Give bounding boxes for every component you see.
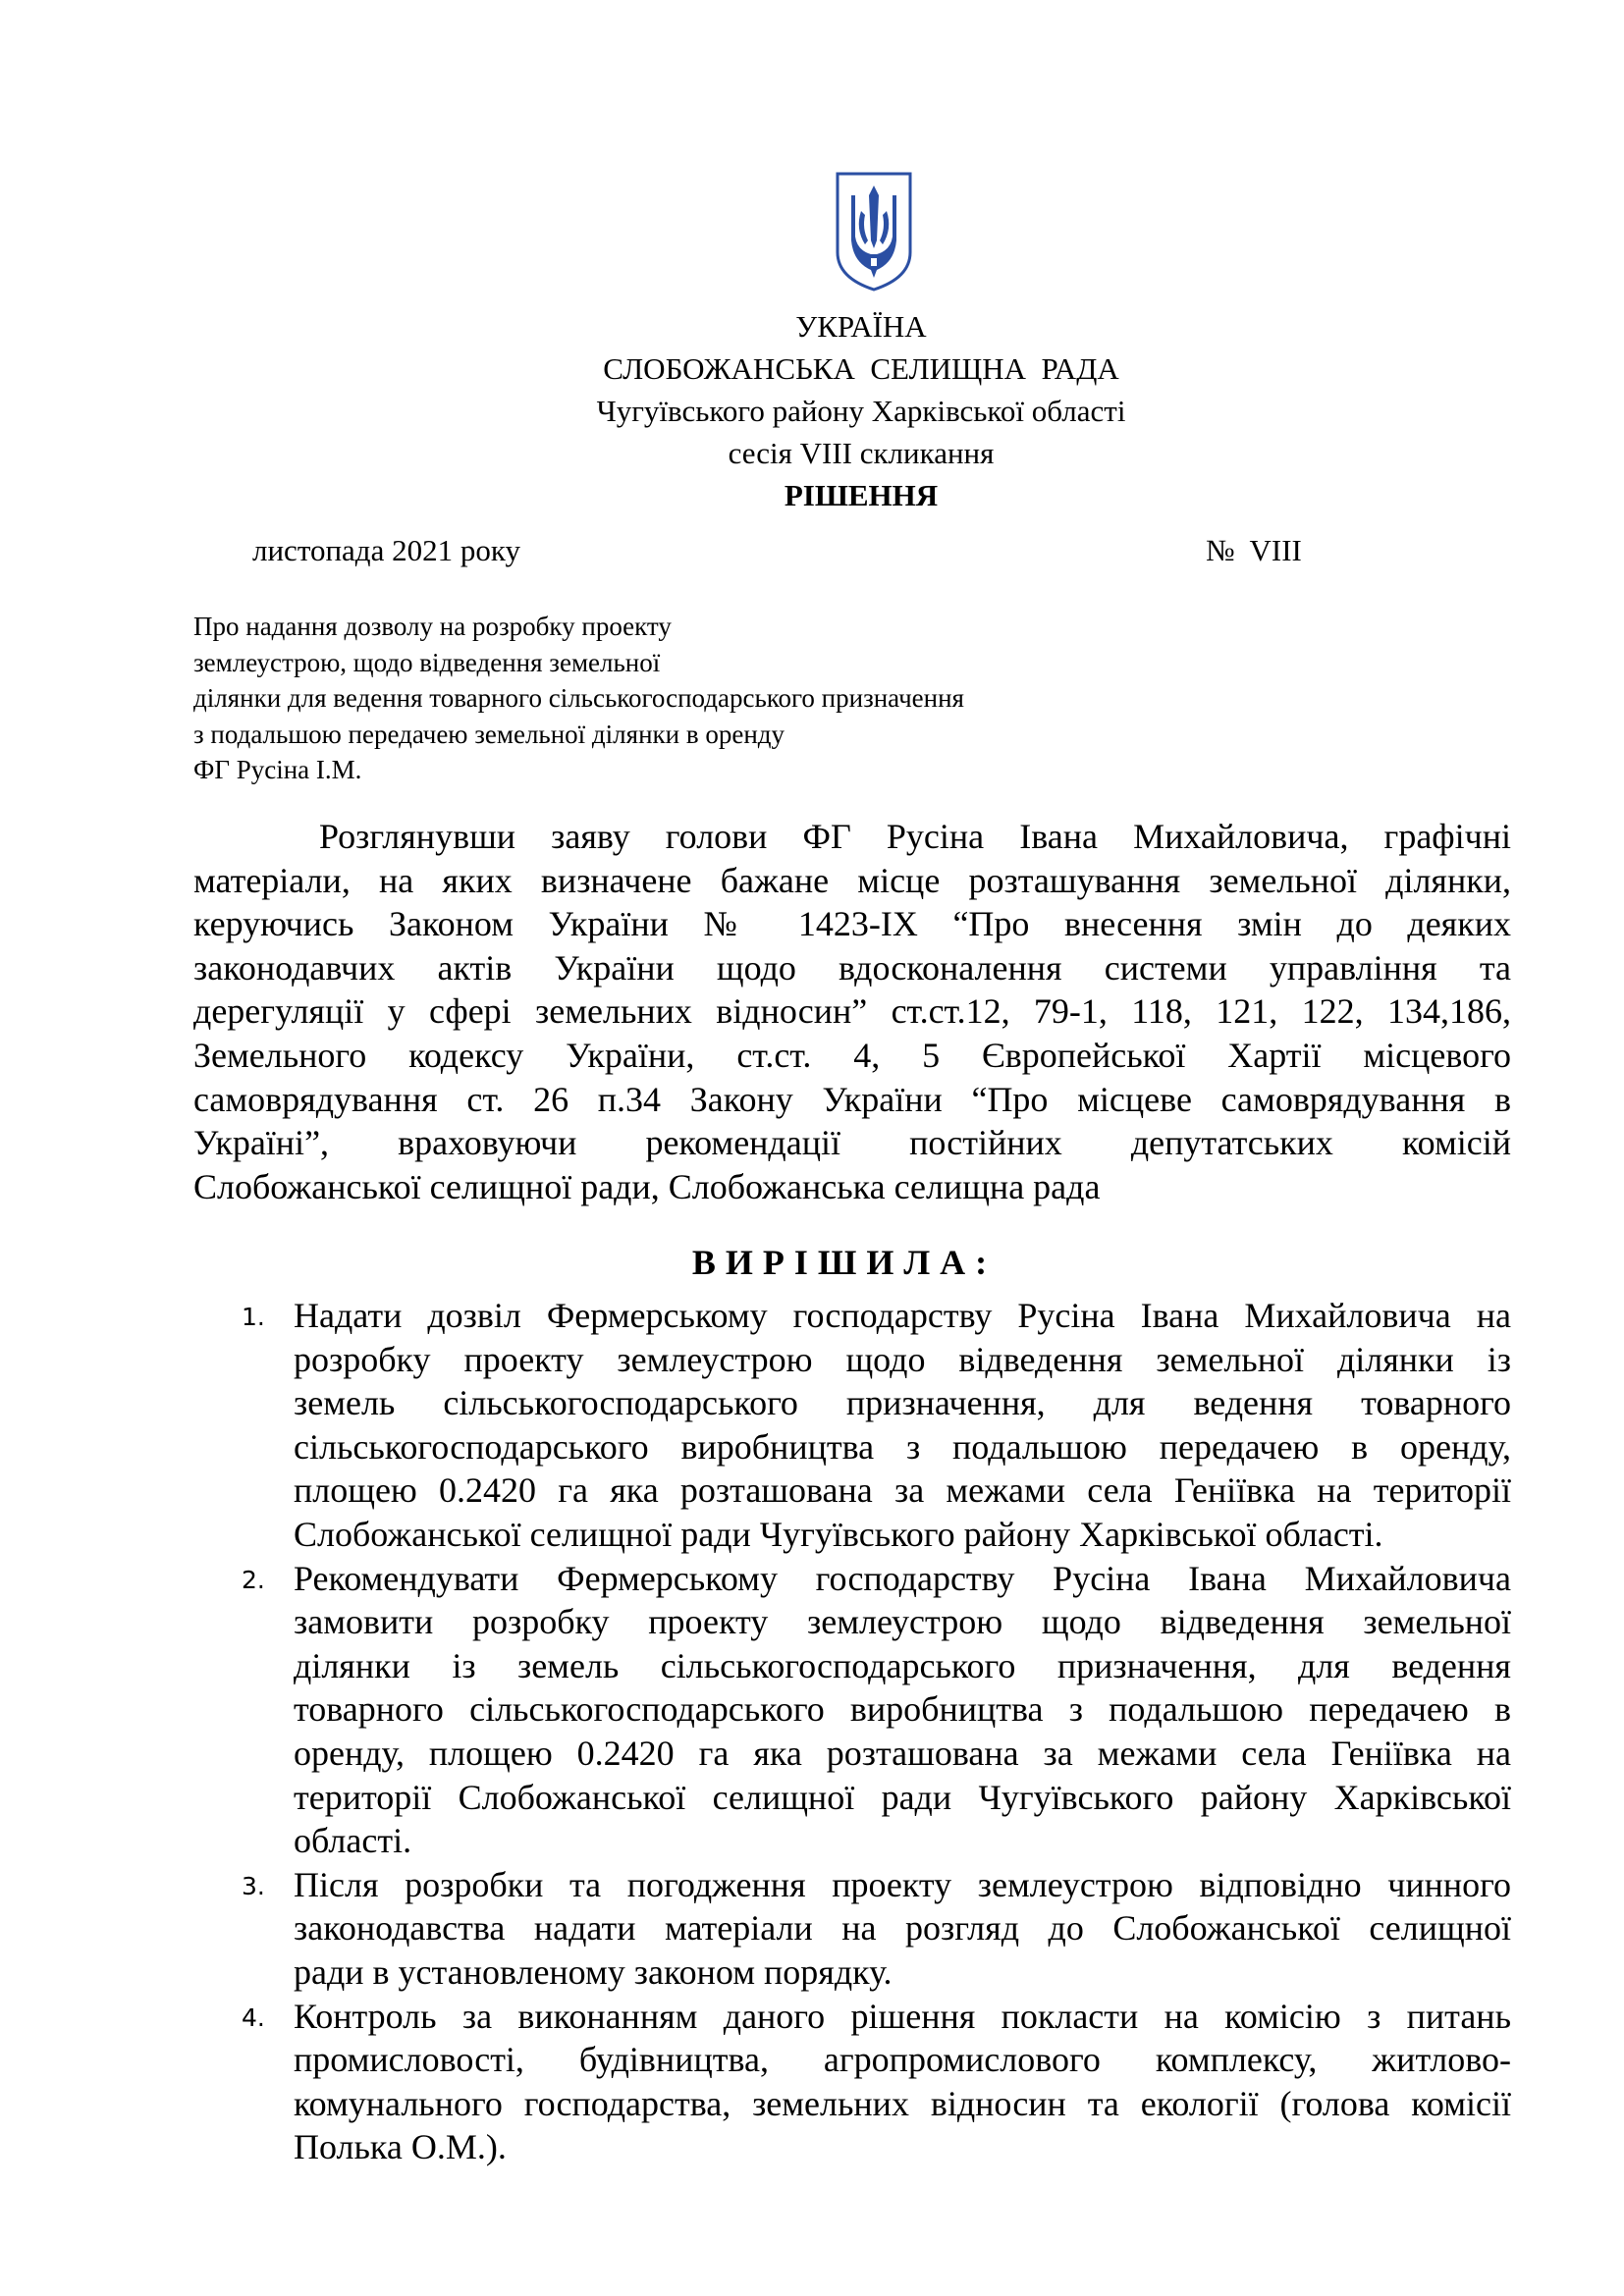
- item-line: замовити розробку проекту землеустрою щодо відведення земельної: [294, 1602, 1511, 1642]
- item-line: ради в установленому законом порядку.: [294, 1951, 893, 1992]
- item-line: розробку проекту землеустрою щодо відведення земельної ділянки із: [294, 1339, 1511, 1379]
- subject-line: ФГ Русіна І.М.: [193, 755, 362, 784]
- item-number: 4.: [242, 2002, 265, 2032]
- preamble-line: Розглянувши заяву голови ФГ Русіна Івана Михайловича, графічні: [319, 817, 1511, 856]
- document-header: [0, 305, 1624, 516]
- decision-item: [236, 1863, 1511, 1995]
- preamble-line: матеріали, на яких визначене бажане місце розташування земельної ділянки,: [193, 860, 1511, 900]
- decision-items-list: [236, 1294, 1511, 2169]
- item-line: території Слобожанської селищної ради Чугуївського району Харківської: [294, 1777, 1511, 1817]
- item-line: Полька О.М.).: [294, 2127, 507, 2167]
- tryzub-coat-of-arms-icon: [834, 172, 914, 292]
- item-number: 2.: [242, 1565, 265, 1594]
- item-line: області.: [294, 1821, 412, 1861]
- preamble-line: дерегуляції у сфері земельних відносин” ст.ст.12, 79-1, 118, 121, 122, 134,186,: [193, 991, 1511, 1032]
- item-number: 1.: [242, 1303, 265, 1331]
- item-line: Слобожанської селищної ради Чугуївського району Харківської області.: [294, 1514, 1383, 1554]
- preamble-line: керуючись Законом України № 1423-ІХ “Про внесення змін до деяких: [193, 904, 1511, 944]
- item-line: товарного сільськогосподарського виробництва з подальшою передачею в: [294, 1689, 1511, 1730]
- item-number: 3.: [242, 1871, 265, 1900]
- item-line: земель сільськогосподарського призначення, для ведення товарного: [294, 1383, 1511, 1423]
- item-line: комунального господарства, земельних відносин та екології (голова комісії: [294, 2083, 1511, 2123]
- decision-number: № VIII: [1206, 533, 1302, 567]
- item-line: Контроль за виконанням даного рішення покласти на комісію з питань: [294, 1996, 1511, 2036]
- preamble-line: Земельного кодексу України, ст.ст. 4, 5 Європейської Хартії місцевого: [193, 1035, 1511, 1075]
- decision-item: [236, 1995, 1511, 2169]
- decision-item: [236, 1557, 1511, 1863]
- subject-line: з подальшою передачею земельної ділянки в оренду: [193, 719, 785, 749]
- decision-heading: ВИРІШИЛА:: [691, 1243, 998, 1282]
- subject-line: Про надання дозволу на розробку проекту: [193, 612, 672, 641]
- preamble-line: Україні”, враховуючи рекомендації постійних депутатських комісій: [193, 1123, 1511, 1163]
- item-line: Надати дозвіл Фермерському господарству Русіна Івана Михайловича на: [294, 1296, 1511, 1335]
- session-info: сесія VIII скликання: [728, 436, 995, 470]
- document-type: РІШЕННЯ: [784, 478, 939, 512]
- preamble-line: Слобожанської селищної ради, Слобожанська селищна рада: [193, 1166, 1101, 1206]
- item-line: ділянки із земель сільськогосподарського призначення, для ведення: [294, 1645, 1511, 1685]
- item-line: площею 0.2420 га яка розташована за межами села Геніївка на території: [294, 1470, 1511, 1511]
- item-line: Після розробки та погодження проекту землеустрою відповідно чинного: [294, 1864, 1511, 1904]
- preamble-paragraph: [193, 815, 1511, 1208]
- district-name: Чугуївського району Харківської області: [596, 394, 1126, 428]
- item-line: законодавства надати матеріали на розгляд до Слобожанської селищної: [294, 1908, 1511, 1949]
- country-name: УКРАЇНА: [795, 309, 927, 344]
- item-line: промисловості, будівництва, агропромислового комплексу, житлово-: [294, 2040, 1511, 2080]
- preamble-line: самоврядування ст. 26 п.34 Закону України “Про місцеве самоврядування в: [193, 1079, 1511, 1119]
- subject-line: землеустрою, щодо відведення земельної: [193, 647, 661, 677]
- decision-subject: [193, 609, 964, 788]
- item-line: Рекомендувати Фермерському господарству Русіна Івана Михайловича: [294, 1558, 1511, 1598]
- item-line: оренду, площею 0.2420 га яка розташована за межами села Геніївка на: [294, 1733, 1511, 1773]
- item-line: сільськогосподарського виробництва з подальшою передачею в оренду,: [294, 1426, 1511, 1467]
- decision-item: [236, 1294, 1511, 1557]
- preamble-line: законодавчих актів України щодо вдосконалення системи управління та: [193, 947, 1511, 988]
- decision-date: листопада 2021 року: [252, 533, 520, 567]
- council-name: СЛОБОЖАНСЬКА СЕЛИЩНА РАДА: [603, 351, 1119, 386]
- subject-line: ділянки для ведення товарного сільськогосподарського призначення: [193, 683, 964, 713]
